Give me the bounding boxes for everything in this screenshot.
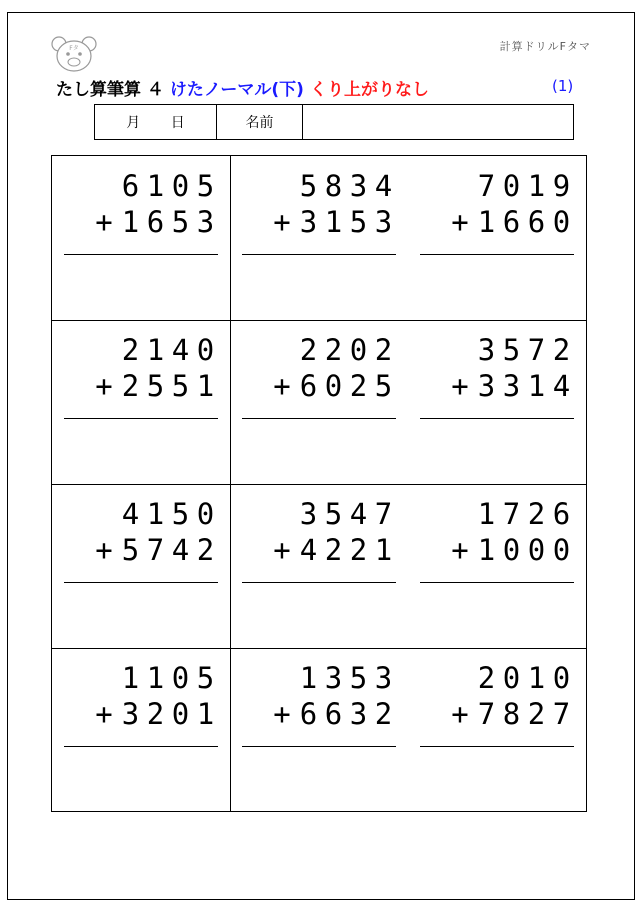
addend-top: 7 0 1 9 <box>477 169 571 203</box>
addend-bottom: + 1 6 6 0 <box>446 204 574 240</box>
addend-bottom: + 6 6 3 2 <box>268 696 396 732</box>
addition-problem <box>420 648 574 748</box>
bear-logo-icon <box>50 34 98 74</box>
plus-sign: + <box>95 369 113 403</box>
addend-top: 5 8 3 4 <box>299 169 393 203</box>
name-label: 名前 <box>217 105 303 139</box>
addend-bottom: + 1 0 0 0 <box>446 532 574 568</box>
day-label: 日 <box>170 115 185 131</box>
brand-label: 計算ドリルFタマ <box>499 40 591 53</box>
addend-bottom: + 3 1 5 3 <box>268 204 396 240</box>
plus-sign: + <box>451 369 469 403</box>
plus-sign: + <box>451 697 469 731</box>
addend-top: 1 7 2 6 <box>477 497 571 531</box>
addend-bottom: + 3 2 0 1 <box>90 696 218 732</box>
title-main: たし算筆算 ４ <box>56 80 164 100</box>
addend-bottom: + 4 2 2 1 <box>268 532 396 568</box>
addition-problem <box>64 648 218 748</box>
answer-line[interactable] <box>420 582 574 583</box>
addition-problem <box>64 320 218 420</box>
month-label: 月 <box>126 115 141 131</box>
addend-top: 2 0 1 0 <box>477 661 571 695</box>
addition-problem <box>242 156 396 256</box>
plus-sign: + <box>451 205 469 239</box>
addition-problem <box>420 320 574 420</box>
title-note: くり上がりなし <box>309 80 429 100</box>
addition-problem <box>242 648 396 748</box>
addend-top: 3 5 4 7 <box>299 497 393 531</box>
addend-bottom: + 3 3 1 4 <box>446 368 574 404</box>
answer-line[interactable] <box>64 746 218 747</box>
addition-problem <box>420 484 574 584</box>
addition-problem <box>420 156 574 256</box>
addend-top: 6 1 0 5 <box>121 169 215 203</box>
answer-line[interactable] <box>420 418 574 419</box>
answer-line[interactable] <box>64 254 218 255</box>
plus-sign: + <box>273 369 291 403</box>
addend-top: 3 5 7 2 <box>477 333 571 367</box>
addend-bottom: + 1 6 5 3 <box>90 204 218 240</box>
addition-problem <box>242 320 396 420</box>
addend-bottom: + 7 8 2 7 <box>446 696 574 732</box>
plus-sign: + <box>95 533 113 567</box>
answer-line[interactable] <box>242 582 396 583</box>
plus-sign: + <box>451 533 469 567</box>
answer-line[interactable] <box>64 418 218 419</box>
problem-grid <box>51 155 587 812</box>
answer-line[interactable] <box>64 582 218 583</box>
plus-sign: + <box>273 205 291 239</box>
answer-line[interactable] <box>242 746 396 747</box>
logo-text: Fタ <box>69 45 79 52</box>
addition-problem <box>64 484 218 584</box>
addition-problem <box>242 484 396 584</box>
answer-line[interactable] <box>242 418 396 419</box>
addend-bottom: + 5 7 4 2 <box>90 532 218 568</box>
plus-sign: + <box>273 533 291 567</box>
plus-sign: + <box>95 697 113 731</box>
addend-bottom: + 6 0 2 5 <box>268 368 396 404</box>
addend-top: 1 3 5 3 <box>299 661 393 695</box>
plus-sign: + <box>95 205 113 239</box>
answer-line[interactable] <box>420 254 574 255</box>
answer-line[interactable] <box>242 254 396 255</box>
addition-problem <box>64 156 218 256</box>
addend-top: 2 2 0 2 <box>299 333 393 367</box>
title-type: けたノーマル(下) <box>169 80 304 100</box>
addend-top: 1 1 0 5 <box>121 661 215 695</box>
addend-bottom: + 2 5 5 1 <box>90 368 218 404</box>
page-title <box>56 75 429 100</box>
addend-top: 4 1 5 0 <box>121 497 215 531</box>
name-date-bar <box>94 104 574 140</box>
plus-sign: + <box>273 697 291 731</box>
addend-top: 2 1 4 0 <box>121 333 215 367</box>
date-field[interactable] <box>95 105 217 139</box>
name-field[interactable] <box>303 105 573 139</box>
answer-line[interactable] <box>420 746 574 747</box>
page-number: (1) <box>552 77 574 95</box>
